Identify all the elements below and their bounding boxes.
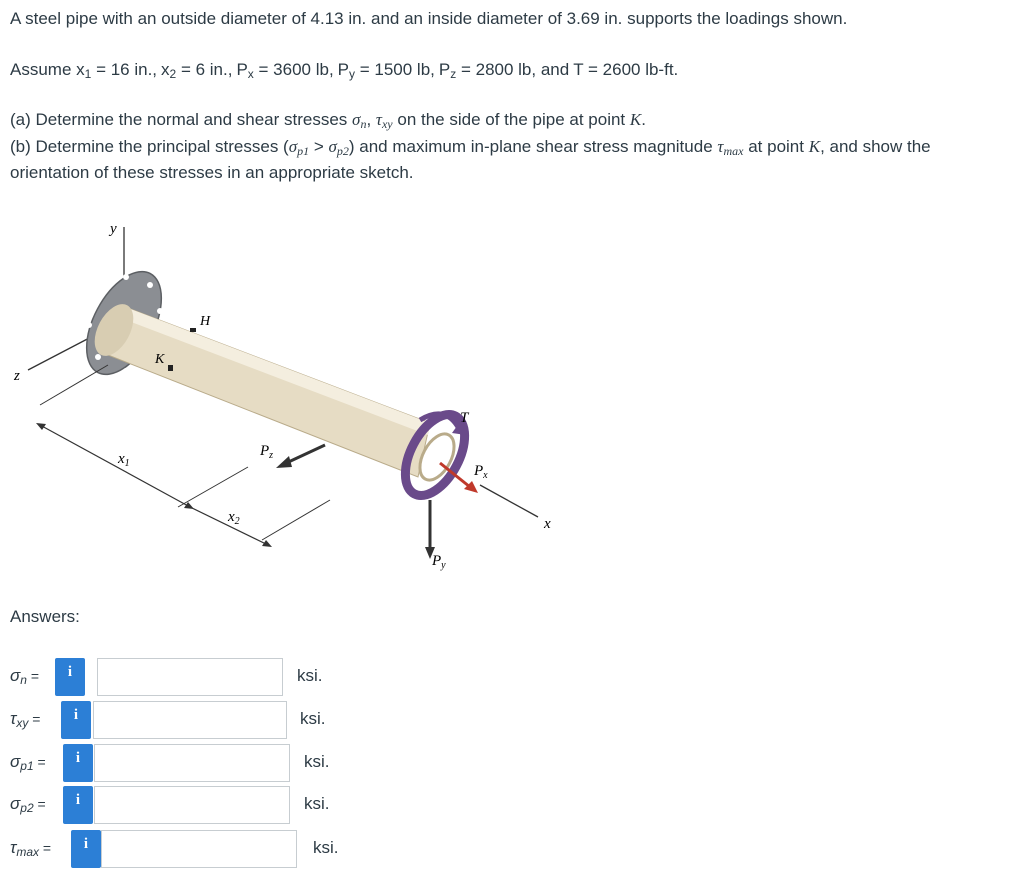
dim-ext-right [262, 500, 330, 540]
dim-x2-arrow [262, 540, 272, 547]
part-b-cont: orientation of these stresses in an appropriate sketch. [10, 163, 414, 182]
answer-row [0, 658, 1024, 698]
answer-row [0, 744, 1024, 784]
info-button[interactable]: i [63, 786, 93, 824]
answers-title: Answers: [10, 607, 80, 626]
assume-item: $P_z = 2800$ lb, and [438, 60, 570, 81]
point-h-marker [190, 328, 196, 332]
dim-x1-label: $x_1$ [118, 451, 130, 469]
unit-label: ksi. [300, 709, 326, 728]
dim-ext-left [40, 365, 108, 405]
part-b-text-2: ) and maximum in-plane shear stress magnitude [348, 137, 713, 156]
part-a-text: (a) Determine the normal and shear stresses [10, 110, 348, 129]
part-b-text-4: , and show the [820, 137, 931, 156]
torque-label: T [460, 410, 469, 426]
info-button[interactable]: i [61, 701, 91, 739]
part-a: (a) Determine the normal and shear stresses $\sigma_n$, $\tau_{xy}$ on the side of the pipe at point K. [10, 110, 646, 131]
x-axis-line [480, 485, 538, 517]
y-axis-label: y [110, 221, 117, 237]
dim-x1-arrow-left [36, 423, 46, 430]
part-b: (b) Determine the principal stresses $(\sigma_{p1} > \sigma_{p2})$ and maximum in-plane shear stress magnitude $\tau_{max}$ at point K, and show the [10, 137, 931, 158]
assume-list [76, 60, 678, 79]
answer-row [0, 830, 1024, 870]
problem-assumptions [10, 57, 678, 83]
assume-item: $x_1 = 16$ in., [76, 60, 158, 81]
dim-x1-line [40, 425, 190, 507]
answer-input[interactable] [94, 786, 290, 824]
answer-label: $\sigma_{p2}$ = [10, 794, 46, 815]
assume-item: $P_y = 1500$ lb, [337, 60, 435, 81]
point-k-ref: K [629, 110, 642, 129]
answer-label: $\sigma_{p1}$ = [10, 752, 46, 773]
x-axis-label: x [544, 516, 551, 532]
info-button[interactable]: i [55, 658, 85, 696]
assume-item: T = 2600 lb-ft. [573, 60, 679, 79]
z-axis-label: z [14, 368, 20, 384]
pipe-figure [0, 205, 1024, 605]
assume-item: $P_x = 3600$ lb, [236, 60, 334, 81]
problem-intro: A steel pipe with an outside diameter of 4.13 in. and an inside diameter of 3.69 in. supports the loadings shown. [10, 9, 848, 28]
pz-arrowhead [276, 456, 292, 468]
assume-item: $x_2 = 6$ in., [161, 60, 233, 81]
point-k-ref-b: K [808, 137, 821, 156]
answer-input[interactable] [101, 830, 297, 868]
answer-label: $\sigma_n$ = [10, 666, 40, 687]
unit-label: ksi. [313, 838, 339, 857]
answer-row [0, 786, 1024, 826]
z-axis-line [28, 335, 95, 370]
part-b-text-3: at point [748, 137, 804, 156]
info-button[interactable]: i [71, 830, 101, 868]
unit-label: ksi. [304, 794, 330, 813]
answer-input[interactable] [97, 658, 283, 696]
point-h-label: H [200, 314, 211, 329]
answer-input[interactable] [94, 744, 290, 782]
dim-ext-mid [178, 467, 248, 507]
unit-label: ksi. [304, 752, 330, 771]
dim-x2-label: $x_2$ [228, 509, 240, 527]
point-k-label: K [155, 352, 165, 367]
part-b-text: (b) Determine the principal stresses ( [10, 137, 289, 156]
info-button[interactable]: i [63, 744, 93, 782]
answer-row [0, 701, 1024, 741]
py-label: $P_y$ [432, 553, 446, 571]
part-a-text-2: on the side of the pipe at point [397, 110, 626, 129]
pz-label: $P_z$ [260, 443, 274, 461]
unit-label: ksi. [297, 666, 323, 685]
answer-label: $\tau_{xy}$ = [10, 709, 41, 730]
assume-prefix: Assume [10, 60, 72, 79]
answer-label: $\tau_{max}$ = [10, 838, 52, 859]
answer-input[interactable] [93, 701, 287, 739]
point-k-marker [168, 365, 173, 371]
part-b-gt: > [309, 137, 329, 156]
px-label: $P_x$ [474, 463, 488, 481]
